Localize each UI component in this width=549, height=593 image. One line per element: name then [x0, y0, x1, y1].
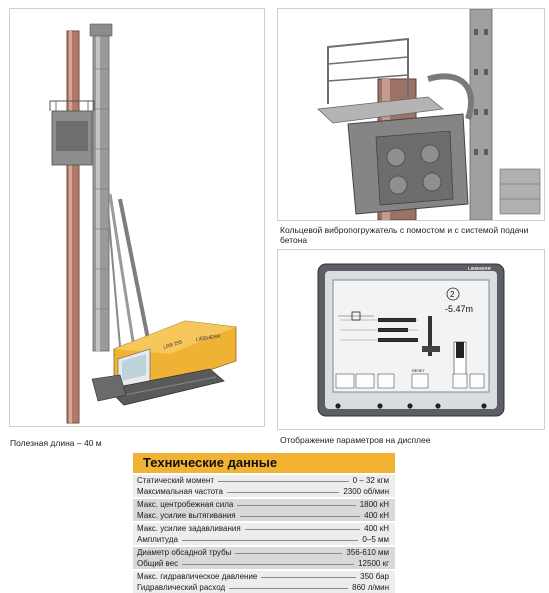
rig-caption: Полезная длина – 40 м [10, 438, 102, 448]
spec-value: 356-610 мм [346, 548, 389, 557]
spec-table [133, 453, 395, 593]
spec-value: 12500 кг [358, 559, 389, 568]
spec-label: Макс. усилие вытягивания [137, 511, 236, 520]
spec-label: Макс. центробежная сила [137, 500, 234, 509]
spec-value: 0–5 мм [362, 535, 389, 544]
spec-value: 860 л/мин [352, 583, 389, 592]
spec-row [133, 486, 395, 497]
piling-rig-illustration [10, 9, 264, 426]
spec-value: 1800 кН [359, 500, 389, 509]
display-gear-value: 2 [450, 290, 455, 299]
spec-row [133, 475, 395, 486]
rig-image-panel [9, 8, 265, 427]
display-brand-label: LIEBHERR [468, 266, 492, 271]
spec-title: Технические данные [133, 453, 395, 473]
display-image-panel [277, 249, 545, 430]
spec-row [133, 510, 395, 521]
spec-row [133, 523, 395, 534]
display-illustration [278, 250, 544, 429]
vibrator-caption: Кольцевой вибропогружатель с помостом и с системой подачи бетона [280, 225, 529, 245]
display-depth-value: -5.47m [445, 304, 474, 314]
spec-row [133, 558, 395, 569]
spec-row [133, 534, 395, 545]
spec-value: 350 бар [360, 572, 389, 581]
spec-label: Общий вес [137, 559, 179, 568]
spec-value: 400 кН [364, 524, 389, 533]
spec-label: Амплитуда [137, 535, 178, 544]
display-caption: Отображение параметров на дисплее [280, 435, 431, 445]
spec-label: Максимальная частота [137, 487, 223, 496]
vibrator-image-panel [277, 8, 545, 221]
machine-model-label: LRB 255 [162, 339, 184, 351]
spec-row [133, 499, 395, 510]
spec-label: Гидравлический расход [137, 583, 226, 592]
spec-label: Диаметр обсадной трубы [137, 548, 232, 557]
spec-row [133, 571, 395, 582]
spec-label: Статический момент [137, 476, 215, 485]
spec-row [133, 547, 395, 558]
spec-label: Макс. усилие задавливания [137, 524, 241, 533]
display-reset-label: RESET [412, 369, 425, 373]
spec-value: 400 кН [364, 511, 389, 520]
spec-value: 0 – 32 кгм [352, 476, 389, 485]
machine-brand-label: LIEBHERR [195, 333, 222, 343]
spec-row [133, 582, 395, 593]
spec-label: Макс. гидравлическое давление [137, 572, 258, 581]
spec-value: 2300 об/мин [343, 487, 389, 496]
vibrator-illustration [278, 9, 544, 220]
